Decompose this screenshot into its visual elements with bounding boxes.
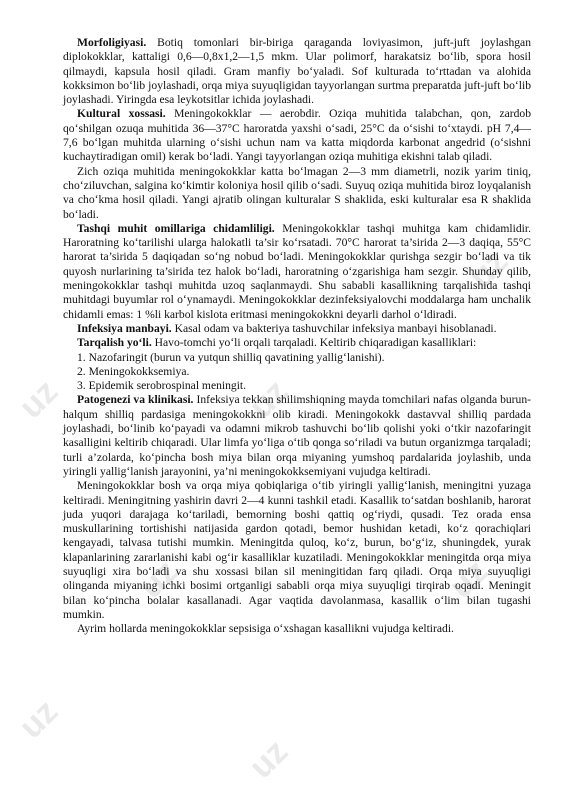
paragraph-pathogenesis [63, 393, 531, 479]
paragraph-heading: Tashqi muhit omillariga chidamliligi. [77, 221, 275, 235]
paragraph-text: Meningokokklar bosh va orqa miya qobiqlariga o‘tib yiringli yallig‘lanish, meningitni yuzaga keltiradi. Meningitning yashirin davri 2—4 kunni tashkil etadi. Kasallik to‘satdan boshlanib, harorat juda yuqori darajaga ko‘tariladi, bemorning boshi qattiq og‘riydi, qusadi. Tez orada ensa muskullarining tortishishi natijasida gardon qotadi, bemor hushidan ketadi, ko‘z qorachiqlari kengayadi, talvasa tutishi mumkin. Meningitda quloq, ko‘z, burun, bo‘g‘iz, shuningdek, yurak klapanlarining zararlanishi kabi og‘ir kasalliklar kuzatiladi. Meningokokklar meningitda orqa miya suyuqligi xira bo‘ladi va shu xossasi bilan sil meningitidan farq qiladi. Orqa miya suyuqligi olinganda miyaning ichki bosimi ortganligi sababli orqa miya suyuqligi tirqirab oqadi. Meningit bilan ko‘pincha bolalar kasallanadi. Agar vaqtida davolanmasa, kasallik o‘lim bilan tugashi mumkin. [63, 479, 531, 621]
paragraph-text: Kasal odam va bakteriya tashuvchilar infeksiya manbayi hisoblanadi. [171, 321, 497, 335]
list-item: 1. Nazofaringit (burun va yutqun shilliq qavatining yallig‘lanishi). [77, 350, 385, 364]
paragraph-heading: Kultural xossasi. [77, 107, 166, 121]
paragraph-infection-source [63, 322, 531, 336]
paragraph-meningitis [63, 479, 531, 622]
paragraph-heading: Infeksiya manbayi. [77, 321, 172, 335]
paragraph-morphology [63, 36, 531, 107]
paragraph-sepsis [63, 622, 531, 636]
paragraph-transmission [63, 336, 531, 350]
paragraph-heading: Morfoligiyasi. [77, 36, 147, 49]
paragraph-heading: Tarqalish yo‘li. [77, 336, 152, 350]
watermark: uz [11, 372, 66, 426]
paragraph-text: Havo-tomchi yo‘li orqali tarqaladi. Keltirib chiqaradigan kasalliklari: [151, 336, 477, 350]
paragraph-text: Ayrim hollarda meningokokklar sepsisiga o‘xshagan kasallikni vujudga keltiradi. [77, 622, 454, 636]
paragraph-heading: Patogenezi va klinikasi. [77, 393, 194, 407]
paragraph-text: Zich oziqa muhitida meningokokklar katta bo‘lmagan 2—3 mm diametrli, nozik yarim tiniq, cho‘ziluvchan, salgina ko‘kimtir koloniya hosil qilib o‘sadi. Suyuq oziqa muhitida biroz loyqalanish va cho‘kma hosil qiladi. Yangi ajratib olingan kulturalar S shaklida, eski kulturalar esa R shaklida bo‘ladi. [63, 164, 531, 221]
paragraph-resistance [63, 222, 531, 322]
document-page [63, 36, 531, 636]
paragraph-text: Infeksiya tekkan shilimshiqning mayda tomchilari nafas olganda burun-halqum shilliq pardasiga meningokokkni olib kiradi. Meningokokk dastavval shilliq pardada joylashadi, bo‘linib ko‘payadi va odamni mikrob tashuvchi bo‘lib qolishi yoki o‘tkir nazofaringit kasalligini keltirib chiqaradi. Ular limfa yo‘liga o‘tib qonga so‘riladi va butun organizmga tarqaladi; turli a’zolarda, ko‘pincha bosh miya bilan orqa miyaning yumshoq pardalarida joylashib, unda yiringli yallig‘lanish jarayonini, ya’ni meningokokksemiyani vujudga keltiradi. [63, 393, 531, 478]
watermark: uz [441, 552, 496, 606]
watermark: uz [241, 732, 296, 786]
paragraph-cultural [63, 107, 531, 164]
paragraph-text: Meningokokklar tashqi muhitga kam chidamlidir. Haroratning ko‘tarilishi ularga halokatli ta’sir ko‘rsatadi. 70°C harorat ta’sirida 2—3 daqiqa, 55°C harorat ta’sirida 5 daqiqadan so‘ng nobud bo‘ladi. Meningokokklar qurishga sezgir bo‘ladi va tik quyosh nurlarining ta’sirida tez halok bo‘ladi, haroratning o‘zgarishiga ham sezgir. Shunday qilib, meningokokklar tashqi muhitda uzoq saqlanmaydi. Shu sababli kasallikning tarqalishida tashqi muhitdagi buyumlar rol o‘ynamaydi. Meningokokklar dezinfeksiyalovchi moddalarga ham unchalik chidamli emas: 1 %li karbol kislota eritmasi meningokokkni deyarli darhol o‘ldiradi. [63, 221, 531, 321]
list-item: 3. Epidemik serobrospinal meningit. [77, 379, 247, 393]
watermark: uz [241, 372, 296, 426]
watermark: uz [131, 552, 186, 606]
watermark: uz [11, 692, 66, 746]
paragraph-text: Meningokokklar — aerobdir. Oziqa muhitida talabchan, qon, zardob qo‘shilgan ozuqa muhitida 36—37°C haroratda yaxshi o‘sadi, 25°C da o‘sishi to‘xtaydi. pH 7,4—7,6 bo‘lgan muhitda ularning o‘sishi uchun nam va katta miqdorda karbonat angedrid (o‘sishni kuchaytiradigan omil) kerak bo‘ladi. Yangi tayyorlangan oziqa muhitiga ekishni talab qiladi. [63, 107, 531, 164]
watermark: uz [461, 242, 516, 296]
paragraph-text: Botiq tomonlari bir-biriga qaraganda loviyasimon, juft-juft joylashgan diplokokklar, kattaligi 0,6—0,8x1,2—1,5 mkm. Ular polimorf, harakatsiz bo‘lib, spora hosil qilmaydi, kapsula hosil qiladi. Gram manfiy bo‘yaladi. Sof kulturada to‘rttadan va alohida kokksimon bo‘lib joylashadi, orqa miya suyuqligidan tayyorlangan surtma preparatda juft-juft bo‘lib joylashadi. Yiringda esa leykotsitlar ichida joylashadi. [63, 36, 531, 107]
paragraph-colonies [63, 165, 531, 222]
list-item: 2. Meningokokksemiya. [77, 364, 190, 378]
